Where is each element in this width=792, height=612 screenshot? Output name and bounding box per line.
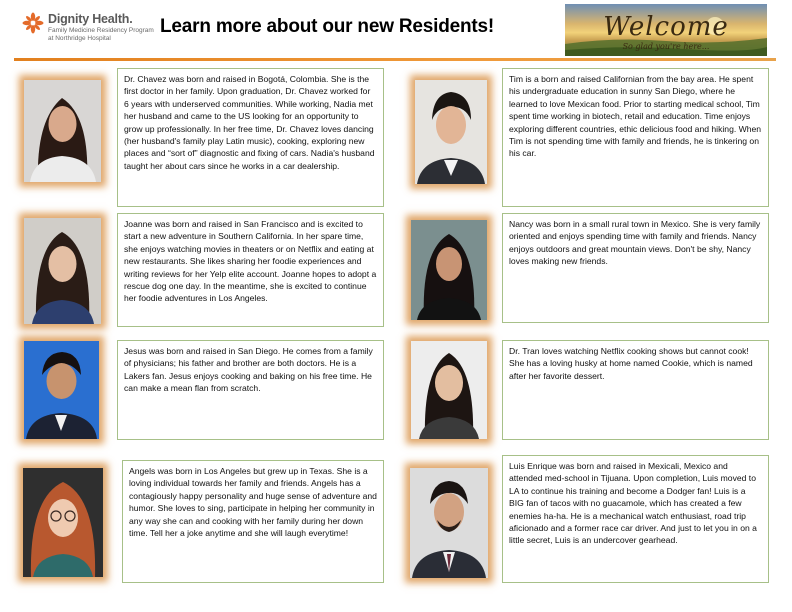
resident-card-chavez [117,68,384,207]
resident-bio: Luis Enrique was born and raised in Mexicali, Mexico and attended med-school in Tijuana. Upon completion, Luis moved to LA to continue his training and become a Dodger fan! Luis is a BIG fan of tacos with no guacamole, which has created a few enemies ha-ha. He is a mechanical watch enthusiast, road trip aficionado and a former race car driver. And just to let you in on a little secret, Luis is an undercover gearhead. [509,461,757,546]
resident-bio: Angels was born in Los Angeles but grew up in Texas. She is a loving individual towards her family and friends. Angels has a contagiously happy personality and huge sense of adventure and humor. She loves to sing, participate in helping her community in any way she can and cooking with her family during her down time. Tell her a joke anytime and she will laugh everytime! [129,466,377,539]
resident-card-nancy [502,213,769,323]
resident-bio: Jesus was born and raised in San Diego. He comes from a family of physicians; his father and brother are both doctors. He is a Lakers fan. Jesus enjoys cooking and baking on his free time. He can make a mean flan from scratch. [124,346,373,394]
resident-card-jesus [117,340,384,440]
resident-photo-chavez [24,80,101,182]
portrait-image [415,80,487,184]
resident-photo-angels [23,468,103,577]
resident-bio: Tim is a born and raised Californian from the bay area. He spent his undergraduate education in sunny San Diego, where he learned to love Mexican food. Prior to starting medical school, Tim spent time working in biotech, retail and education. Time enjoys exploring different countries, ethic delicious food and hiking. When Tim is not spending time with family and friends, he is tinkering on his car. [509,74,762,159]
resident-card-joanne [117,213,384,327]
portrait-image [24,218,101,324]
resident-card-angels [122,460,384,583]
resident-photo-luis [410,468,488,578]
header-divider [14,58,776,61]
welcome-tagline: So glad you're here... [622,42,710,51]
portrait-image [23,468,103,577]
portrait-image [411,341,487,439]
portrait-image [24,80,101,182]
portrait-image [410,468,488,578]
welcome-banner [565,4,767,56]
org-subtitle: Family Medicine Residency Program at Northridge Hospital [48,27,154,42]
resident-card-tim [502,68,769,207]
org-name: Dignity Health. [48,12,133,26]
resident-bio: Dr. Chavez was born and raised in Bogotá, Colombia. She is the first doctor in her family. Upon graduation, Dr. Chavez worked for 6 years with underserved communities. While working, Nadia met her husband and came to the US looking for an opportunity to grow up professionally. In her free time, Dr. Chavez loves dancing (her husband's family play Latin music), cooking, exploring new places and “sort of” diagnostic and fixing of cars. Nadia's husband taught her about cars since he works in a car dealership. [124,74,375,171]
dignity-star-icon [22,12,44,34]
resident-photo-tran [411,341,487,439]
resident-card-luis [502,455,769,583]
page-title: Learn more about our new Residents! [160,16,494,37]
page-header [0,0,792,58]
resident-photo-jesus [24,341,99,439]
resident-bio: Dr. Tran loves watching Netflix cooking shows but cannot cook! She has a loving husky at home named Cookie, which is named after her favorite dessert. [509,346,753,381]
dignity-health-logo [22,12,152,46]
welcome-word: Welcome [603,12,729,42]
resident-photo-nancy [411,220,487,320]
resident-photo-tim [415,80,487,184]
resident-photo-joanne [24,218,101,324]
resident-bio: Nancy was born in a small rural town in Mexico. She is very family oriented and enjoys spending time with family and friends. Nancy enjoys outdoors and great mountain views. Don't be shy, Nancy loves making new friends. [509,219,761,267]
resident-bio: Joanne was born and raised in San Francisco and is excited to start a new adventure in Southern California. In her spare time, she enjoys watching movies in theaters or on Netflix and eating at new restaurants. She likes sharing her foodie experiences and writing reviews for her Yelp elite account. Joanne hopes to adopt a rescue dog one day. In the meantime, she is excited to continue her foodie adventures in Los Angeles. [124,219,377,304]
portrait-image [411,220,487,320]
portrait-image [24,341,99,439]
resident-card-tran [502,340,769,440]
